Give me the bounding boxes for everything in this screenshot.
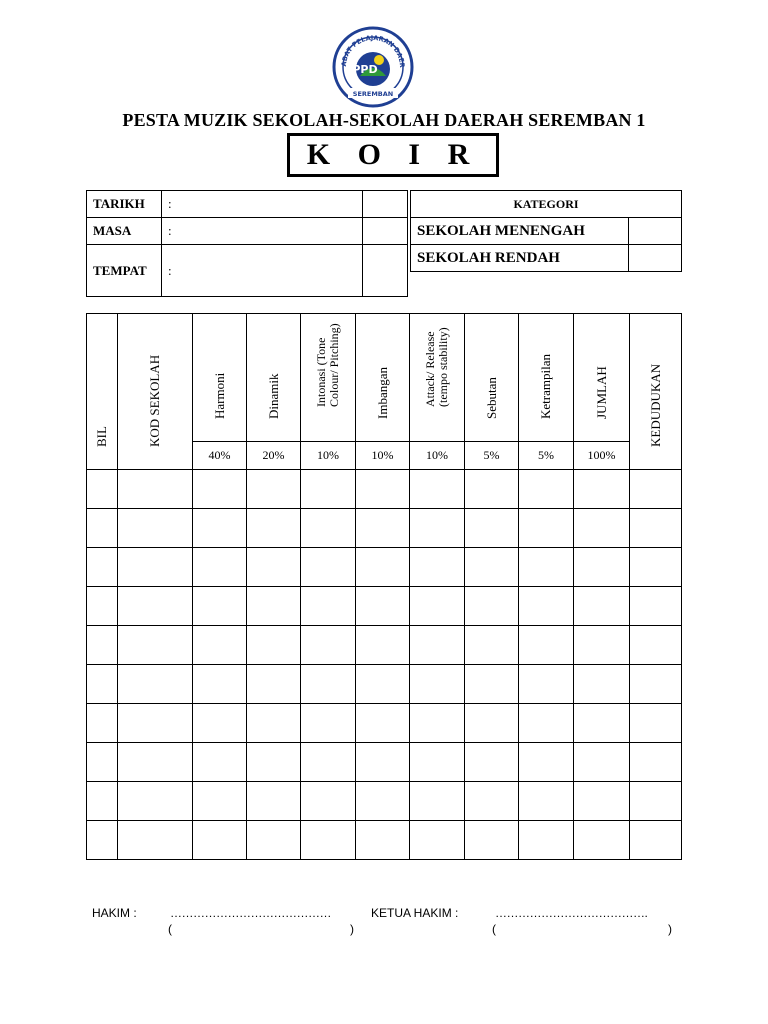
score-table <box>86 313 682 860</box>
hakim-close-paren: ) <box>350 922 354 936</box>
tarikh-label: TARIKH <box>87 191 162 218</box>
score-cell[interactable] <box>574 626 630 665</box>
masa-label: MASA <box>87 218 162 245</box>
header-intonasi: Intonasi (Tone Colour/ Pitching) <box>301 314 356 442</box>
score-cell[interactable] <box>247 821 301 860</box>
score-cell[interactable] <box>410 470 465 509</box>
table-row <box>87 821 682 860</box>
score-cell[interactable] <box>465 509 519 548</box>
score-cell[interactable] <box>410 509 465 548</box>
weight-harmoni: 40% <box>193 441 247 469</box>
header-sebutan: Sebutan <box>465 314 519 442</box>
score-cell[interactable] <box>87 821 118 860</box>
info-row-masa <box>87 218 408 245</box>
score-cell[interactable] <box>465 470 519 509</box>
logo-acronym: PPD <box>352 63 378 76</box>
score-cell[interactable] <box>301 509 356 548</box>
kategori-menengah-checkbox[interactable] <box>628 218 681 245</box>
score-cell[interactable] <box>247 782 301 821</box>
table-row <box>87 587 682 626</box>
score-cell[interactable] <box>87 704 118 743</box>
score-cell[interactable] <box>574 509 630 548</box>
score-cell[interactable] <box>301 821 356 860</box>
score-cell[interactable] <box>193 821 247 860</box>
score-cell[interactable] <box>410 743 465 782</box>
table-row <box>87 509 682 548</box>
score-cell[interactable] <box>301 743 356 782</box>
score-cell[interactable] <box>118 704 193 743</box>
score-cell[interactable] <box>465 743 519 782</box>
score-cell[interactable] <box>410 704 465 743</box>
score-cell[interactable] <box>356 821 410 860</box>
score-cell[interactable] <box>118 509 193 548</box>
score-cell[interactable] <box>410 587 465 626</box>
weight-ketrampilan: 5% <box>519 441 574 469</box>
ketua-hakim-signature-line[interactable]: …………………………………. <box>495 906 648 920</box>
score-cell[interactable] <box>356 782 410 821</box>
score-cell[interactable] <box>301 704 356 743</box>
score-cell[interactable] <box>465 626 519 665</box>
info-row-tarikh <box>87 191 408 218</box>
score-cell[interactable] <box>519 548 574 587</box>
score-cell[interactable] <box>193 509 247 548</box>
header-bil: BIL <box>87 314 118 470</box>
tarikh-field[interactable]: : <box>162 191 363 218</box>
score-cell[interactable] <box>630 782 682 821</box>
score-cell[interactable] <box>574 470 630 509</box>
score-cell[interactable] <box>301 626 356 665</box>
score-cell[interactable] <box>356 704 410 743</box>
masa-spacer <box>363 218 408 245</box>
weight-imbangan: 10% <box>356 441 410 469</box>
score-cell[interactable] <box>301 665 356 704</box>
score-cell[interactable] <box>356 587 410 626</box>
score-cell[interactable] <box>630 470 682 509</box>
score-cell[interactable] <box>630 548 682 587</box>
score-cell[interactable] <box>465 587 519 626</box>
score-cell[interactable] <box>356 509 410 548</box>
score-cell[interactable] <box>193 548 247 587</box>
score-cell[interactable] <box>247 743 301 782</box>
score-cell[interactable] <box>630 704 682 743</box>
kategori-rendah-checkbox[interactable] <box>628 245 681 272</box>
info-row-tempat <box>87 245 408 297</box>
score-cell[interactable] <box>356 665 410 704</box>
score-cell[interactable] <box>87 782 118 821</box>
weight-dinamik: 20% <box>247 441 301 469</box>
score-cell[interactable] <box>193 665 247 704</box>
score-cell[interactable] <box>574 704 630 743</box>
score-cell[interactable] <box>574 548 630 587</box>
score-cell[interactable] <box>247 548 301 587</box>
score-cell[interactable] <box>247 626 301 665</box>
score-cell[interactable] <box>247 509 301 548</box>
weight-attack-release: 10% <box>410 441 465 469</box>
table-row <box>87 626 682 665</box>
score-cell[interactable] <box>247 587 301 626</box>
score-cell[interactable] <box>465 665 519 704</box>
ppd-logo <box>332 26 414 108</box>
tarikh-spacer <box>363 191 408 218</box>
score-cell[interactable] <box>87 665 118 704</box>
table-row <box>87 743 682 782</box>
score-cell[interactable] <box>356 470 410 509</box>
score-cell[interactable] <box>519 782 574 821</box>
score-cell[interactable] <box>519 470 574 509</box>
masa-field[interactable]: : <box>162 218 363 245</box>
score-cell[interactable] <box>465 548 519 587</box>
score-cell[interactable] <box>630 587 682 626</box>
logo-arc-text: ABAT PELAJARAN DAER <box>339 33 407 68</box>
score-cell[interactable] <box>410 548 465 587</box>
hakim-open-paren: ( <box>168 922 172 936</box>
score-cell[interactable] <box>193 587 247 626</box>
score-cell[interactable] <box>574 782 630 821</box>
score-cell[interactable] <box>247 704 301 743</box>
kategori-rendah-label: SEKOLAH RENDAH <box>411 245 629 272</box>
score-cell[interactable] <box>356 548 410 587</box>
score-cell[interactable] <box>301 782 356 821</box>
score-cell[interactable] <box>87 743 118 782</box>
logo-bottom-text: SEREMBAN <box>352 90 394 98</box>
score-cell[interactable] <box>118 548 193 587</box>
score-cell[interactable] <box>519 509 574 548</box>
score-cell[interactable] <box>118 743 193 782</box>
kategori-menengah-label: SEKOLAH MENENGAH <box>411 218 629 245</box>
score-cell[interactable] <box>118 626 193 665</box>
weight-jumlah: 100% <box>574 441 630 469</box>
score-cell[interactable] <box>630 821 682 860</box>
score-cell[interactable] <box>356 626 410 665</box>
score-cell[interactable] <box>465 782 519 821</box>
score-cell[interactable] <box>630 665 682 704</box>
score-rows <box>87 470 682 860</box>
score-cell[interactable] <box>87 587 118 626</box>
header-imbangan: Imbangan <box>356 314 410 442</box>
kategori-header: KATEGORI <box>411 191 682 218</box>
score-cell[interactable] <box>630 743 682 782</box>
score-cell[interactable] <box>193 782 247 821</box>
score-cell[interactable] <box>118 470 193 509</box>
score-cell[interactable] <box>356 743 410 782</box>
score-cell[interactable] <box>87 470 118 509</box>
header-ketrampilan: Ketrampilan <box>519 314 574 442</box>
score-cell[interactable] <box>118 665 193 704</box>
page-title: PESTA MUZIK SEKOLAH-SEKOLAH DAERAH SEREMBAN 1 <box>122 110 646 130</box>
weight-sebutan: 5% <box>465 441 519 469</box>
score-cell[interactable] <box>519 587 574 626</box>
score-cell[interactable] <box>87 626 118 665</box>
score-cell[interactable] <box>118 782 193 821</box>
table-row <box>87 704 682 743</box>
header-kod-sekolah: KOD SEKOLAH <box>118 314 193 470</box>
table-row <box>87 782 682 821</box>
score-cell[interactable] <box>193 704 247 743</box>
ketua-open-paren: ( <box>492 922 496 936</box>
tempat-label: TEMPAT <box>87 245 162 297</box>
info-table <box>86 190 408 297</box>
score-cell[interactable] <box>630 509 682 548</box>
score-cell[interactable] <box>301 470 356 509</box>
score-cell[interactable] <box>118 587 193 626</box>
score-cell[interactable] <box>519 743 574 782</box>
header-jumlah: JUMLAH <box>574 314 630 442</box>
score-cell[interactable] <box>410 821 465 860</box>
score-cell[interactable] <box>247 665 301 704</box>
header-dinamik: Dinamik <box>247 314 301 442</box>
event-title: K O I R <box>287 133 499 177</box>
score-cell[interactable] <box>630 626 682 665</box>
score-cell[interactable] <box>574 821 630 860</box>
ketua-close-paren: ) <box>668 922 672 936</box>
score-cell[interactable] <box>87 509 118 548</box>
hakim-label: HAKIM : <box>92 906 137 920</box>
table-row <box>87 665 682 704</box>
score-cell[interactable] <box>410 626 465 665</box>
tempat-field[interactable]: : <box>162 245 363 297</box>
hakim-signature-line[interactable]: …………………………………… <box>170 906 331 920</box>
score-cell[interactable] <box>87 548 118 587</box>
score-cell[interactable] <box>574 665 630 704</box>
tempat-spacer <box>363 245 408 297</box>
score-cell[interactable] <box>193 743 247 782</box>
kategori-table <box>410 190 682 272</box>
score-cell[interactable] <box>519 704 574 743</box>
score-cell[interactable] <box>193 626 247 665</box>
score-cell[interactable] <box>574 743 630 782</box>
score-cell[interactable] <box>519 821 574 860</box>
table-row <box>87 470 682 509</box>
score-cell[interactable] <box>519 626 574 665</box>
table-row <box>87 548 682 587</box>
weight-intonasi: 10% <box>301 441 356 469</box>
ketua-hakim-label: KETUA HAKIM : <box>371 906 459 920</box>
score-cell[interactable] <box>465 821 519 860</box>
score-cell[interactable] <box>519 665 574 704</box>
header-kedudukan: KEDUDUKAN <box>630 314 682 470</box>
score-cell[interactable] <box>574 587 630 626</box>
score-cell[interactable] <box>193 470 247 509</box>
score-cell[interactable] <box>118 821 193 860</box>
score-cell[interactable] <box>247 470 301 509</box>
score-cell[interactable] <box>301 548 356 587</box>
header-harmoni: Harmoni <box>193 314 247 442</box>
score-cell[interactable] <box>410 782 465 821</box>
score-cell[interactable] <box>301 587 356 626</box>
score-cell[interactable] <box>410 665 465 704</box>
header-attack-release: Attack/ Release (tempo stability) <box>410 314 465 442</box>
score-cell[interactable] <box>465 704 519 743</box>
